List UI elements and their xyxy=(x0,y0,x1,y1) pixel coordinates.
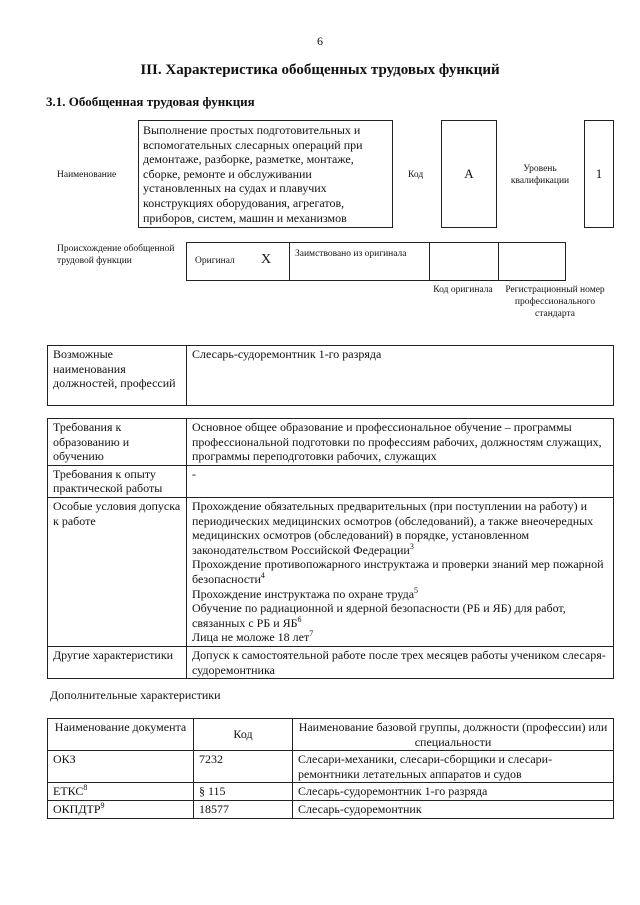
origin-label: Происхождение обобщенной трудовой функции xyxy=(57,244,175,266)
level-label: Уровень квалификации xyxy=(510,164,570,186)
requirement-line-text: Прохождение обязательных предварительных (при поступлении на работу) и периодических медицинских осмотров (обследований), а также внеочередных медицинских осмотров (обследований) в порядке, установленном законодательством Российской Федерации xyxy=(192,498,594,557)
requirement-line-text: Допуск к самостоятельной работе после трех месяцев работы учеником слесаря-судоремонтника xyxy=(192,647,606,677)
footnote-ref: 3 xyxy=(409,541,414,551)
requirements-table xyxy=(47,418,614,679)
code-cell: § 115 xyxy=(194,783,293,801)
document-name: ОКПДТР xyxy=(53,801,101,816)
footnote-ref: 9 xyxy=(100,800,105,810)
requirement-row xyxy=(48,419,614,466)
group-name-cell: Слесарь-судоремонтник 1-го разряда xyxy=(293,783,614,801)
footnote-ref: 7 xyxy=(309,629,314,639)
requirement-line xyxy=(192,601,608,630)
name-label: Наименование xyxy=(57,170,117,180)
function-name-value: Выполнение простых подготовительных и вспомогательных слесарных операций при демонтаже, разборке, разметке, монтаже, сборке, ремонте и обслуживании установленных на судах и плавучих конструкциях оборудования, агрегатов, приборов, систем, машин и механизмов xyxy=(143,123,363,225)
requirement-line xyxy=(192,420,608,464)
positions-label: Возможные наименования должностей, профессий xyxy=(48,346,187,406)
requirement-line-text: Лица не моложе 18 лет xyxy=(192,630,310,645)
requirement-label: Другие характеристики xyxy=(48,646,187,678)
level-box xyxy=(584,120,614,228)
requirement-label: Требования к образованию и обучению xyxy=(48,419,187,466)
code-original-caption: Код оригинала xyxy=(433,285,493,295)
requirement-line-text: Обучение по радиационной и ядерной безопасности (РБ и ЯБ) для работ, связанных с РБ и ЯБ xyxy=(192,601,566,630)
section-title: III. Характеристика обобщенных трудовых функций xyxy=(140,62,500,78)
group-name-cell: Слесари-механики, слесари-сборщики и слесари-ремонтники летательных аппаратов и судов xyxy=(293,751,614,783)
level-value: 1 xyxy=(595,166,603,181)
table-row xyxy=(48,751,614,783)
requirement-row xyxy=(48,497,614,646)
positions-value: Слесарь-судоремонтник 1-го разряда xyxy=(187,346,614,406)
header-group: Наименование базовой группы, должности (профессии) или специальности xyxy=(293,719,614,751)
requirement-row xyxy=(48,465,614,497)
requirement-line-text: - xyxy=(192,466,196,481)
document-cell xyxy=(48,800,194,818)
requirement-line xyxy=(192,648,608,677)
subsection-title: 3.1. Обобщенная трудовая функция xyxy=(46,94,255,109)
document-name: ЕТКС xyxy=(53,784,84,799)
document-cell xyxy=(48,783,194,801)
function-name-box xyxy=(138,120,393,228)
header-code: Код xyxy=(194,719,293,751)
code-box xyxy=(441,120,497,228)
requirement-row xyxy=(48,646,614,678)
requirement-value xyxy=(187,419,614,466)
reg-number-caption: Регистрационный номер профессионального стандарта xyxy=(505,285,605,319)
table-row xyxy=(48,783,614,801)
requirement-value xyxy=(187,646,614,678)
additional-title: Дополнительные характеристики xyxy=(50,688,221,702)
origin-row xyxy=(186,242,566,281)
requirement-value xyxy=(187,497,614,646)
requirement-line xyxy=(192,499,608,557)
requirement-label: Особые условия допуска к работе xyxy=(48,497,187,646)
positions-table xyxy=(47,345,614,406)
requirement-value xyxy=(187,465,614,497)
header-document: Наименование документа xyxy=(48,719,194,751)
code-label: Код xyxy=(408,170,424,180)
requirement-line xyxy=(192,630,608,645)
footnote-ref: 5 xyxy=(414,585,419,595)
footnote-ref: 4 xyxy=(260,570,265,580)
requirement-line-text: Прохождение инструктажа по охране труда xyxy=(192,586,415,601)
code-cell: 7232 xyxy=(194,751,293,783)
page-number: 6 xyxy=(317,34,323,48)
requirement-line-text: Основное общее образование и профессиональное обучение – программы профессиональной подготовки по профессиям рабочих, должностям служащих, программы переподготовки рабочих, служащих xyxy=(192,420,602,464)
code-cell: 18577 xyxy=(194,800,293,818)
footnote-ref: 8 xyxy=(83,783,88,793)
requirement-line xyxy=(192,557,608,586)
footnote-ref: 6 xyxy=(297,614,302,624)
additional-table xyxy=(47,718,614,819)
original-label: Оригинал xyxy=(195,256,235,266)
requirement-line xyxy=(192,587,608,602)
original-mark: X xyxy=(261,252,272,267)
document-name: ОКЗ xyxy=(53,752,76,767)
document-cell xyxy=(48,751,194,783)
group-name-cell: Слесарь-судоремонтник xyxy=(293,800,614,818)
requirement-line-text: Прохождение противопожарного инструктажа и проверки знаний мер пожарной безопасности xyxy=(192,557,604,586)
table-row xyxy=(48,800,614,818)
requirement-line xyxy=(192,467,608,482)
code-value: A xyxy=(464,166,474,181)
borrowed-label: Заимствовано из оригинала xyxy=(295,249,407,259)
requirement-label: Требования к опыту практической работы xyxy=(48,465,187,497)
